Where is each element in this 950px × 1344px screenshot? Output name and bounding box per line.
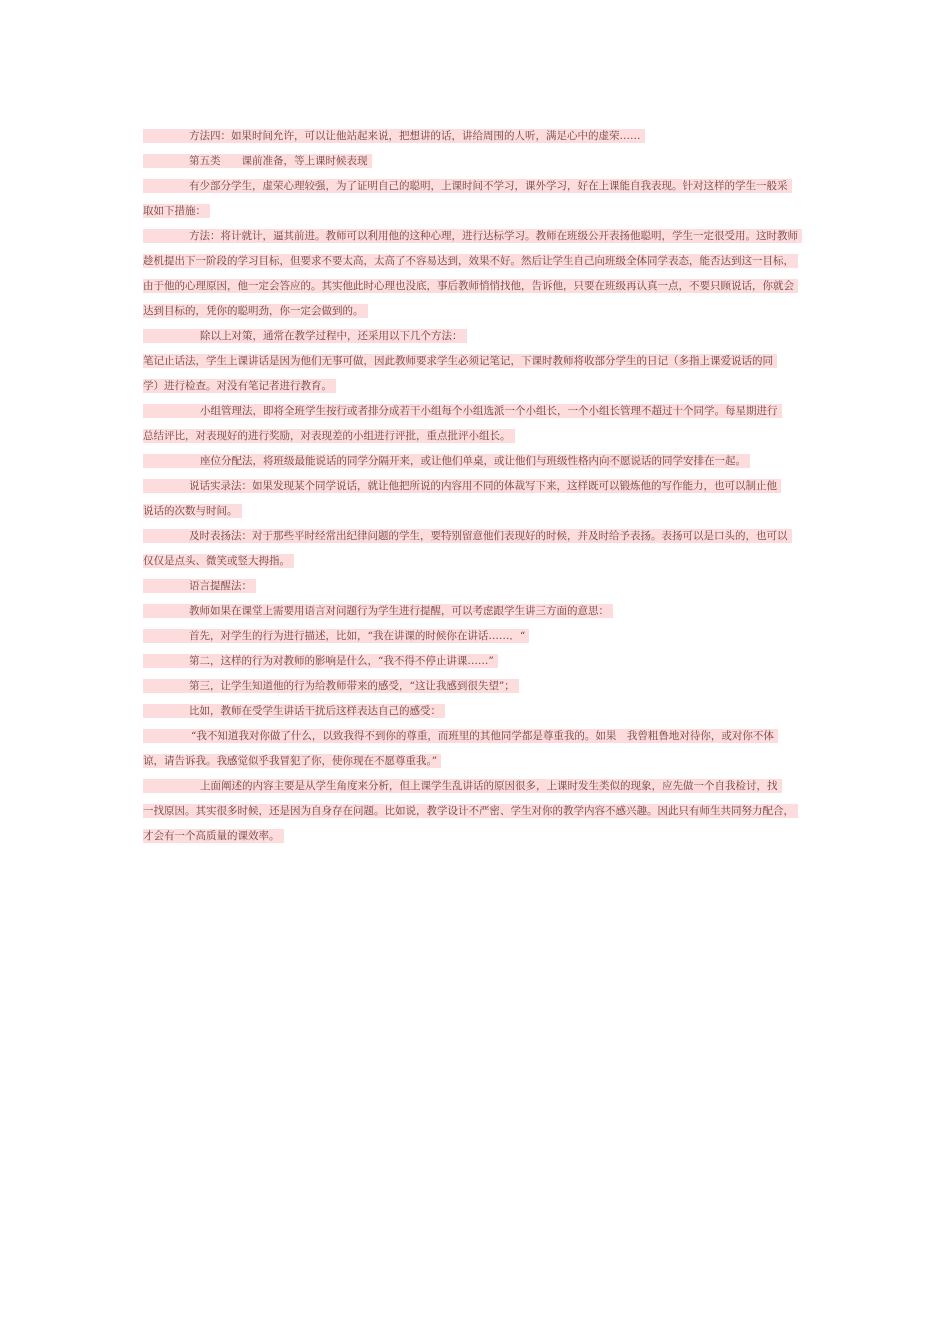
text-line-content: “我不知道我对你做了什么，以致我得不到你的尊重，而班里的其他同学都是尊重我的。如果 我曾粗鲁地对待你，或对你不体 [143, 729, 778, 743]
text-line-content: 由于他的心理原因，他一定会答应的。其实他此时心理也没底，事后教师悄悄找他，告诉他，只要在班级再认真一点，不要只顾说话，你就会 [143, 279, 798, 293]
text-line [143, 378, 813, 403]
text-line [143, 478, 813, 503]
text-line-content: 仅仅是点头、微笑或竖大拇指。 [143, 554, 294, 568]
text-line [143, 578, 813, 603]
text-line [143, 328, 813, 353]
text-line-content: 小组管理法，即将全班学生按行或者排分成若干小组每个小组选派一个小组长，一个小组长管理不超过十个同学。每星期进行 [143, 404, 782, 418]
text-line [143, 603, 813, 628]
text-line [143, 453, 813, 478]
text-line-content: 说话的次数与时间。 [143, 504, 242, 518]
text-line [143, 828, 813, 853]
text-line-content: 及时表扬法：对于那些平时经常出纪律问题的学生，要特别留意他们表现好的时候，并及时给予表扬。表扬可以是口头的，也可以 [143, 529, 792, 543]
text-line-content: 上面阐述的内容主要是从学生角度来分析，但上课学生乱讲话的原因很多，上课时发生类似的现象，应先做一个自我检讨，找 [143, 779, 782, 793]
text-line [143, 278, 813, 303]
text-line [143, 203, 813, 228]
text-line [143, 653, 813, 678]
text-line [143, 228, 813, 253]
text-line [143, 528, 813, 553]
text-line-content: 谅，请告诉我。我感觉似乎我冒犯了你，使你现在不愿尊重我。” [143, 754, 441, 768]
text-line [143, 803, 813, 828]
text-line [143, 353, 813, 378]
text-line-content: 首先，对学生的行为进行描述，比如，“我在讲课的时候你在讲话……．“ [143, 629, 529, 643]
text-line-content: 取如下措施： [143, 204, 210, 218]
text-line-content: 说话实录法：如果发现某个同学说话，就让他把所说的内容用不同的体裁写下来，这样既可以锻炼他的写作能力，也可以制止他 [143, 479, 781, 493]
text-line [143, 703, 813, 728]
text-line [143, 778, 813, 803]
text-line-content: 语言提醒法： [143, 579, 256, 593]
text-line [143, 753, 813, 778]
text-line [143, 728, 813, 753]
text-line [143, 403, 813, 428]
text-line [143, 178, 813, 203]
text-line-content: 才会有一个高质量的课效率。 [143, 829, 284, 843]
text-line [143, 253, 813, 278]
text-line [143, 678, 813, 703]
text-line-content: 座位分配法，将班级最能说话的同学分隔开来，或让他们单桌，或让他们与班级性格内向不愿说话的同学安排在一起。 [143, 454, 750, 468]
text-line-content: 一找原因。其实很多时候，还是因为自身存在问题。比如说，教学设计不严密、学生对你的教学内容不感兴趣。因此只有师生共同努力配合， [143, 804, 798, 818]
text-line-content: 笔记止话法，学生上课讲话是因为他们无事可做，因此教师要求学生必须记笔记，下课时教师将收部分学生的日记（多指上课爱说话的同 [143, 354, 777, 368]
text-line-content: 有少部分学生，虚荣心理较强，为了证明自己的聪明，上课时间不学习，课外学习，好在上课能自我表现。针对这样的学生一般采 [143, 179, 792, 193]
text-line-content: 第二，这样的行为对教师的影响是什么，“我不得不停止讲课……” [143, 654, 498, 668]
text-line [143, 503, 813, 528]
document-body [143, 128, 813, 853]
text-line [143, 303, 813, 328]
text-line-content: 第五类 课前准备，等上课时候表现 [143, 154, 372, 168]
text-line-content: 比如，教师在受学生讲话干扰后这样表达自己的感受： [143, 704, 445, 718]
text-line-content: 第三，让学生知道他的行为给教师带来的感受，“这让我感到很失望”； [143, 679, 519, 693]
text-line-content: 总结评比，对表现好的进行奖励，对表现差的小组进行评批，重点批评小组长。 [143, 429, 515, 443]
text-line [143, 553, 813, 578]
text-line-content: 达到目标的，凭你的聪明劲，你一定会做到的。 [143, 304, 368, 318]
text-line [143, 428, 813, 453]
text-line [143, 628, 813, 653]
text-line [143, 128, 813, 153]
text-line-content: 教师如果在课堂上需要用语言对问题行为学生进行提醒，可以考虑跟学生讲三方面的意思： [143, 604, 613, 618]
text-line-content: 方法：将计就计，逼其前进。教师可以利用他的这种心理，进行达标学习。教师在班级公开表扬他聪明，学生一定很受用。这时教师 [143, 229, 802, 243]
text-line-content: 学）进行检查。对没有笔记者进行教育。 [143, 379, 336, 393]
text-line-content: 趁机提出下一阶段的学习目标，但要求不要太高，太高了不容易达到，效果不好。然后让学生自己向班级全体同学表态，能否达到这一目标， [143, 254, 798, 268]
text-line-content: 方法四：如果时间允许，可以让他站起来说，把想讲的话，讲给周围的人听，满足心中的虚荣…… [143, 129, 645, 143]
text-line-content: 除以上对策，通常在教学过程中，还采用以下几个方法： [143, 329, 467, 343]
text-line [143, 153, 813, 178]
